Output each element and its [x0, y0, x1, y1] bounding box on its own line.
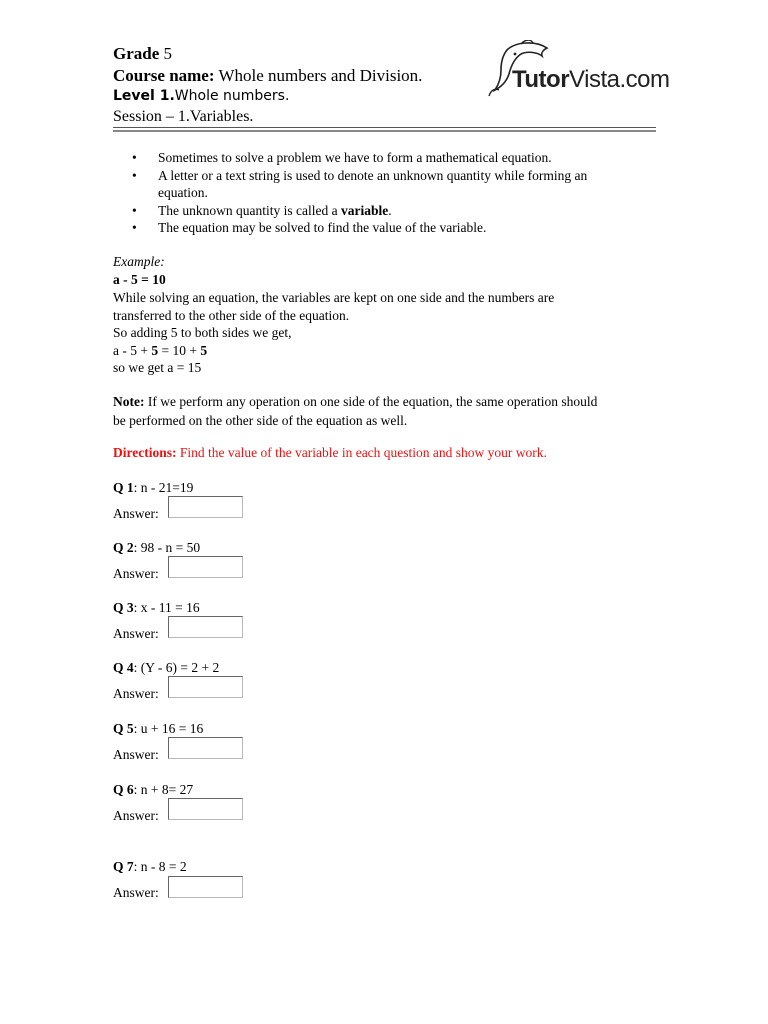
question-1: Q 1: n - 21=19: [113, 480, 194, 495]
bullet-item: • A letter or a text string is used to denote an unknown quantity while forming an: [132, 167, 588, 183]
example-equation: a - 5 = 10: [113, 272, 166, 287]
answer-label: Answer:: [113, 885, 159, 900]
level-label: Level 1.: [113, 88, 175, 104]
bullet-item: • The unknown quantity is called a variable.: [132, 202, 392, 218]
question-4: Q 4: (Y - 6) = 2 + 2: [113, 660, 220, 675]
question-5: Q 5: u + 16 = 16: [113, 721, 204, 736]
answer-label: Answer:: [113, 506, 159, 521]
course-line: [113, 66, 422, 86]
directions-line: Directions: Find the value of the variable in each question and show your work.: [113, 445, 547, 460]
level-line: [113, 88, 289, 104]
example-result: so we get a = 15: [113, 360, 202, 375]
intro-bullet-list: [113, 149, 653, 237]
note-paragraph: Note: If we perform any operation on one side of the equation, the same operation should be performed on the other side of the equation as well.: [113, 394, 598, 428]
course-label: Course name:: [113, 66, 215, 85]
header-divider-bottom: [113, 130, 656, 132]
answer-input-q5[interactable]: [168, 737, 243, 759]
example-explanation: While solving an equation, the variables are kept on one side and the numbers are transferred to the other side of the equation. So adding 5 to both sides we get, a - 5 + 5 = 10 + 5 so we get a = 15: [113, 289, 658, 377]
tutorvista-logo: [512, 66, 669, 94]
bullet-item-continued: equation.: [158, 185, 208, 200]
note-label: Note:: [113, 394, 145, 409]
logo-brand-bold: Tutor: [512, 66, 570, 93]
answer-label: Answer:: [113, 686, 159, 701]
example-label: Example:: [113, 254, 165, 269]
question-2: Q 2: 98 - n = 50: [113, 540, 201, 555]
answer-input-q2[interactable]: [168, 556, 243, 578]
answer-label: Answer:: [113, 747, 159, 762]
question-3: Q 3: x - 11 = 16: [113, 600, 200, 615]
session-title: Session – 1.Variables.: [113, 108, 254, 125]
answer-input-q4[interactable]: [168, 676, 243, 698]
question-7: Q 7: n - 8 = 2: [113, 859, 187, 874]
answer-label: Answer:: [113, 808, 159, 823]
directions-label: Directions:: [113, 445, 177, 460]
example-step: a - 5 + 5 = 10 + 5: [113, 342, 208, 358]
answer-input-q7[interactable]: [168, 876, 243, 898]
answer-input-q6[interactable]: [168, 798, 243, 820]
answer-input-q3[interactable]: [168, 616, 243, 638]
answer-label: Answer:: [113, 626, 159, 641]
grade-line: [113, 44, 172, 64]
bullet-item: • The equation may be solved to find the value of the variable.: [132, 220, 487, 235]
grade-value: 5: [163, 44, 173, 63]
logo-brand-rest: Vista.com: [569, 66, 670, 93]
question-6: Q 6: n + 8= 27: [113, 782, 194, 797]
answer-input-q1[interactable]: [168, 496, 243, 518]
level-value: Whole numbers.: [174, 88, 290, 104]
bullet-item: • Sometimes to solve a problem we have to form a mathematical equation.: [132, 150, 552, 165]
header-divider-top: [113, 127, 656, 128]
answer-label: Answer:: [113, 566, 159, 581]
grade-label: Grade: [113, 44, 160, 63]
course-value: Whole numbers and Division.: [218, 66, 423, 85]
